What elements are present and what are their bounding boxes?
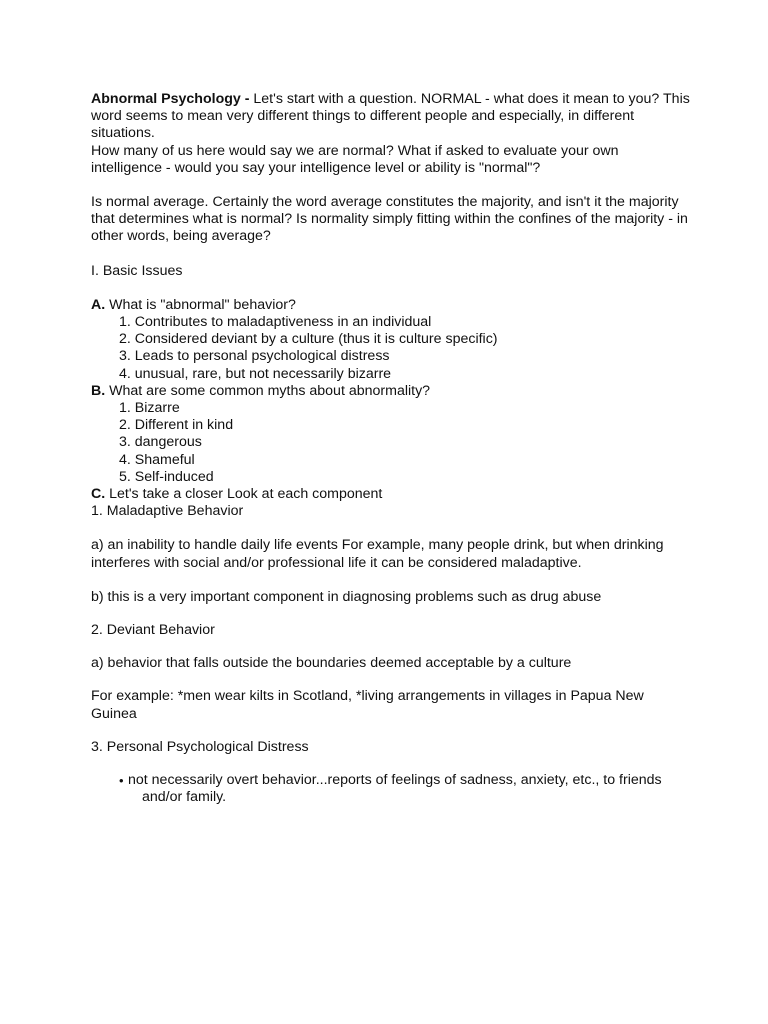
distress-list bbox=[91, 772, 691, 806]
section-a-question: A. What is "abnormal" behavior? bbox=[91, 296, 296, 313]
list-item: 4. Shameful bbox=[119, 451, 195, 468]
list-item: 1. Bizarre bbox=[119, 400, 180, 417]
list-item: 3. Leads to personal psychological distress bbox=[119, 348, 390, 365]
list-item: 3. dangerous bbox=[119, 434, 202, 451]
intro-text: Let's start with a question. NORMAL - what does it mean to you? This word seems to mean very different things to different people and especially, in different situations. bbox=[91, 91, 690, 142]
intro-question: How many of us here would say we are normal? What if asked to evaluate your own intelligence - would you say your intelligence level or ability is "normal"? bbox=[91, 142, 619, 176]
list-item: 5. Self-induced bbox=[119, 468, 214, 485]
intro-paragraph bbox=[91, 91, 691, 143]
section-c-heading: C. Let's take a closer Look at each component bbox=[91, 486, 383, 503]
maladaptive-point-a: a) an inability to handle daily life events For example, many people drink, but when drinking interferes with social and/or professional life it can be considered maladaptive. bbox=[91, 537, 664, 571]
document-page bbox=[91, 91, 691, 807]
deviant-heading: 2. Deviant Behavior bbox=[91, 622, 215, 639]
list-item: 1. Contributes to maladaptiveness in an individual bbox=[119, 314, 432, 331]
intro-title: Abnormal Psychology - bbox=[91, 91, 250, 107]
section-c-letter: C. bbox=[91, 486, 106, 503]
deviant-point-a: a) behavior that falls outside the boundaries deemed acceptable by a culture bbox=[91, 655, 572, 672]
maladaptive-point-b: b) this is a very important component in diagnosing problems such as drug abuse bbox=[91, 588, 602, 605]
deviant-example: For example: *men wear kilts in Scotland, *living arrangements in villages in Papua New Guinea bbox=[91, 688, 644, 722]
section-a-letter: A. bbox=[91, 296, 106, 313]
list-item: • not necessarily overt behavior...reports of feelings of sadness, anxiety, etc., to friends and/or family. bbox=[91, 772, 691, 806]
section-heading-basic-issues: I. Basic Issues bbox=[91, 262, 183, 279]
maladaptive-heading: 1. Maladaptive Behavior bbox=[91, 503, 244, 520]
list-item: 4. unusual, rare, but not necessarily bizarre bbox=[119, 365, 392, 382]
distress-heading: 3. Personal Psychological Distress bbox=[91, 738, 309, 755]
section-b-question: B. What are some common myths about abnormality? bbox=[91, 382, 431, 399]
list-item: 2. Different in kind bbox=[119, 417, 234, 434]
section-b-letter: B. bbox=[91, 382, 106, 399]
list-item: 2. Considered deviant by a culture (thus it is culture specific) bbox=[119, 331, 498, 348]
average-paragraph: Is normal average. Certainly the word average constitutes the majority, and isn't it the majority that determines what is normal? Is normality simply fitting within the confines of the majority - in other words, being average? bbox=[91, 194, 688, 245]
